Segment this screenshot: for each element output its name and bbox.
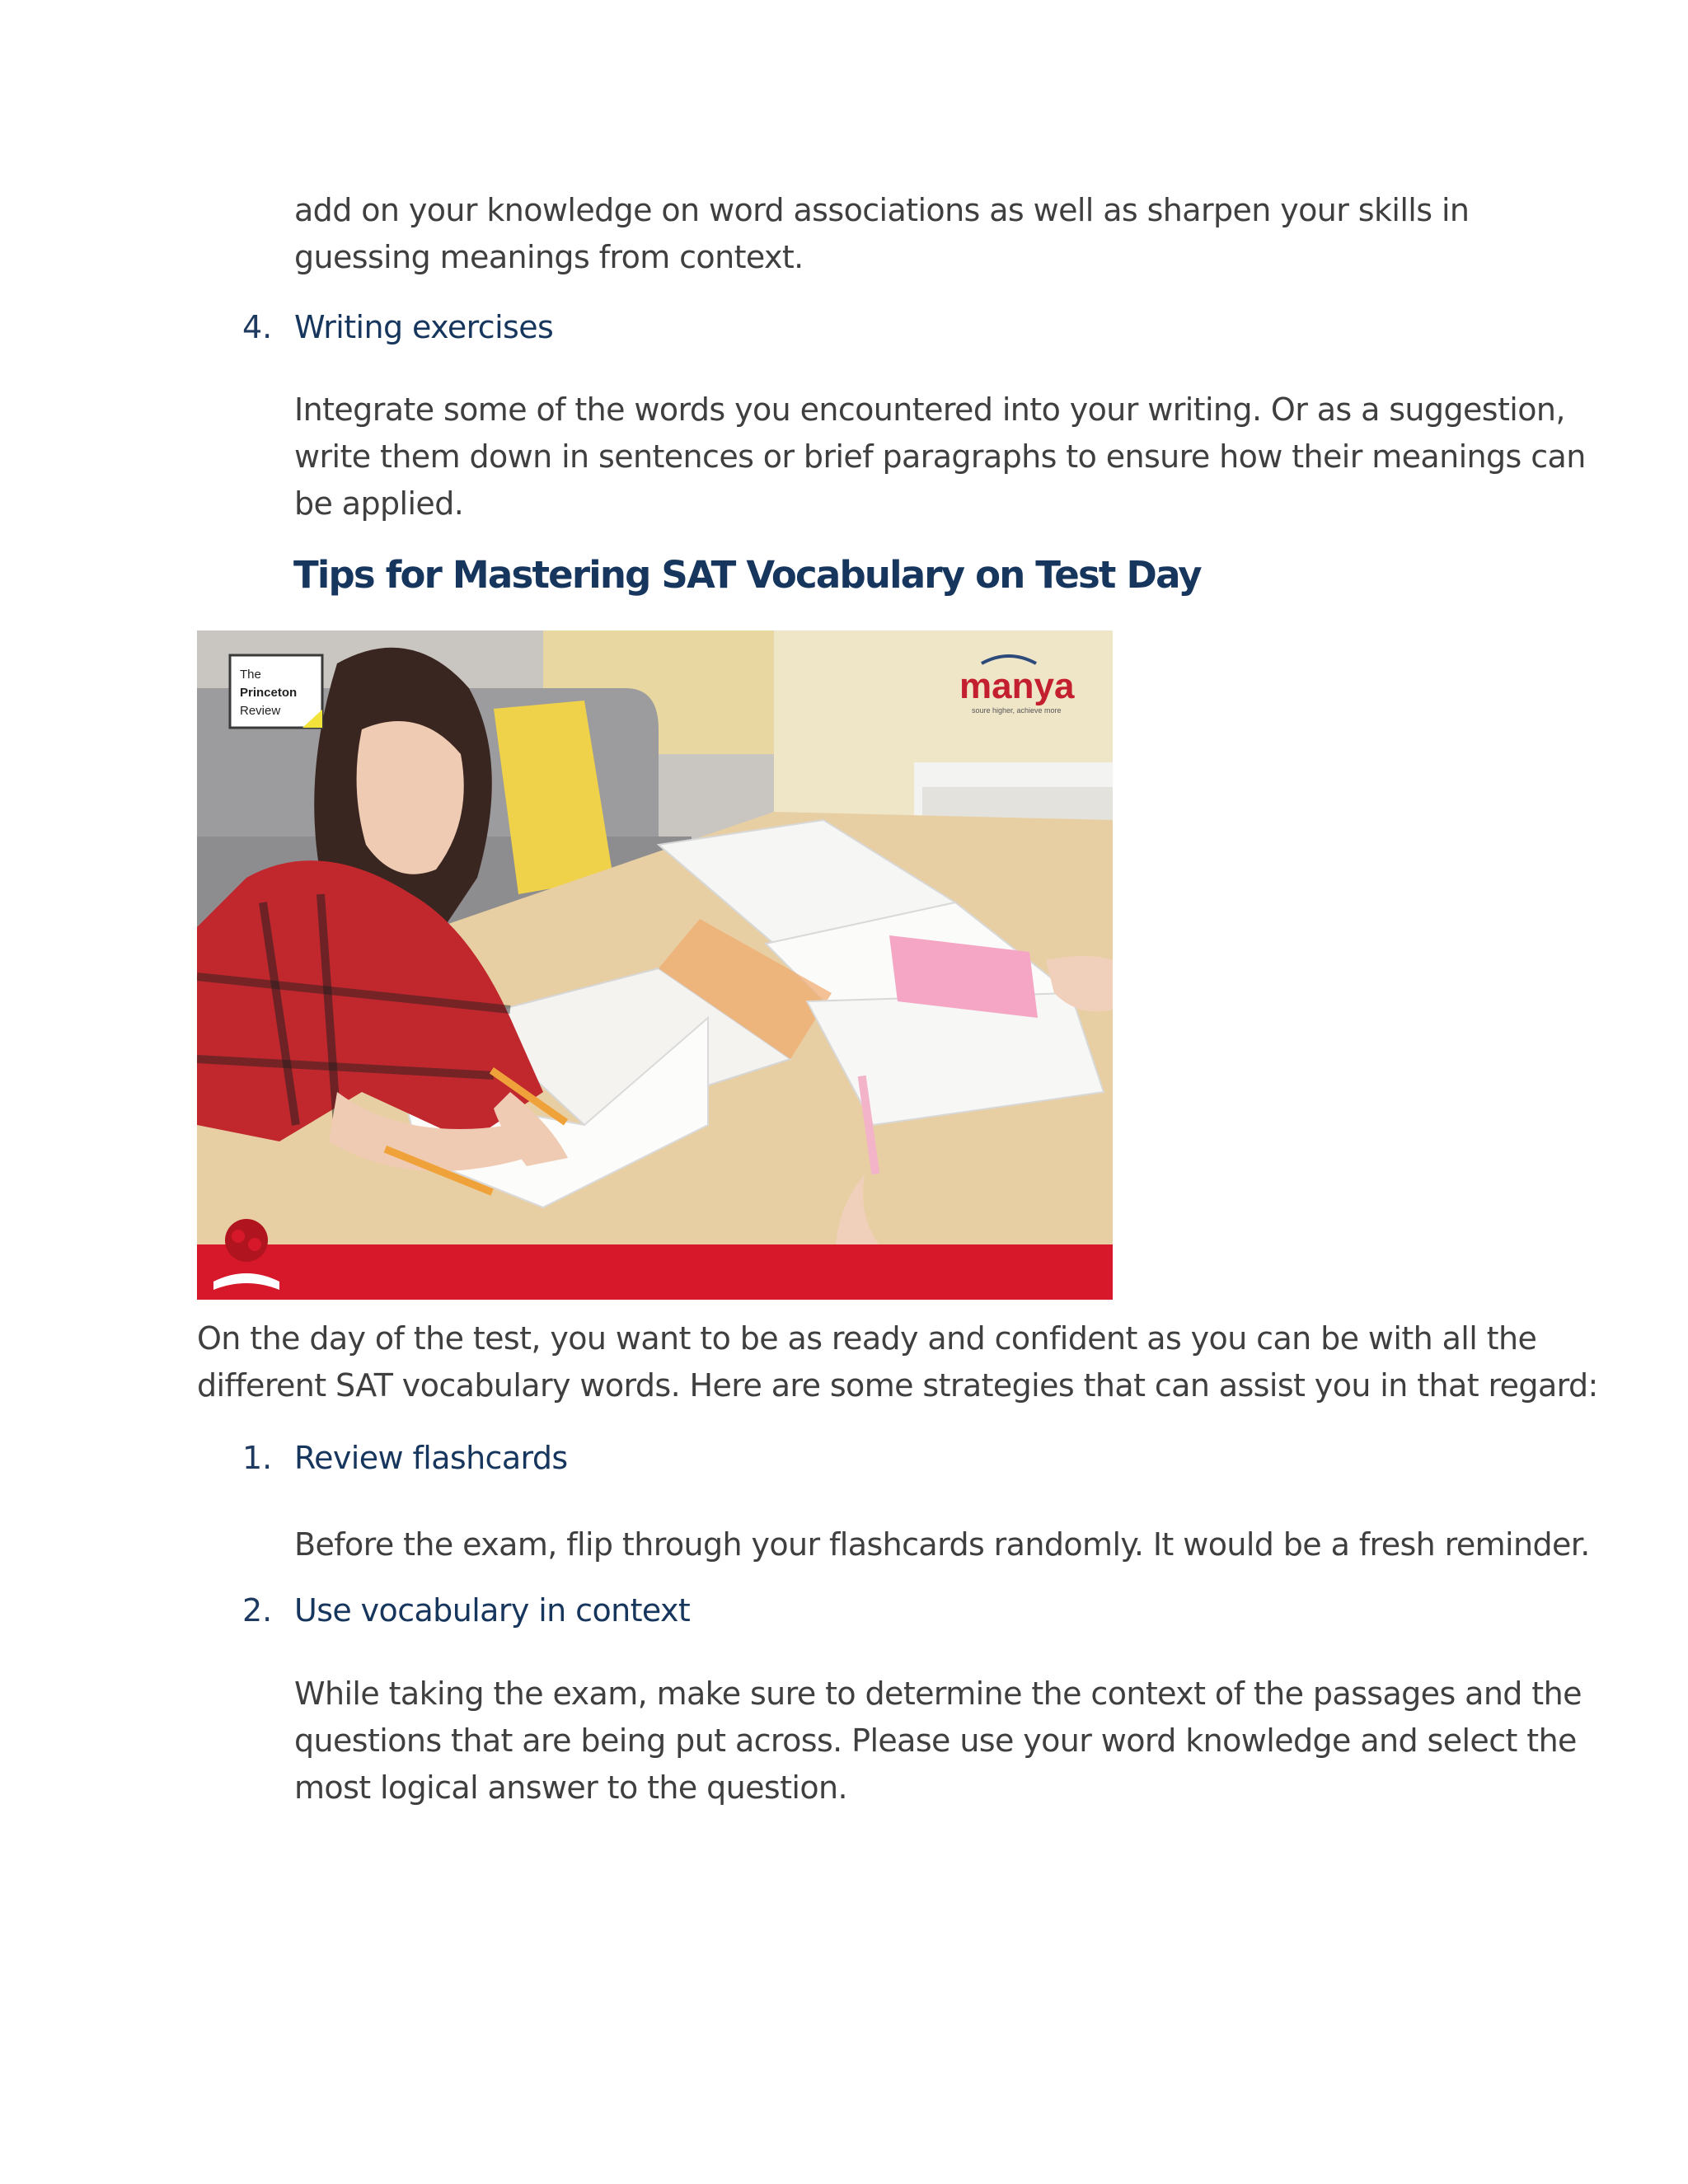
- list-item-number: 4.: [242, 309, 273, 345]
- writing-exercises-paragraph: [294, 387, 1586, 527]
- use-vocabulary-paragraph: [294, 1671, 1582, 1811]
- review-flashcards-paragraph: [294, 1521, 1590, 1568]
- paragraph-line: While taking the exam, make sure to determine the context of the passages and the: [294, 1675, 1582, 1712]
- paragraph-line: questions that are being put across. Please use your word knowledge and select the: [294, 1722, 1577, 1759]
- princeton-logo-line: Review: [240, 704, 281, 718]
- manya-tagline: soure higher, achieve more: [972, 706, 1062, 715]
- section-heading: Tips for Mastering SAT Vocabulary on Test Day: [293, 553, 1201, 597]
- paragraph-line: write them down in sentences or brief paragraphs to ensure how their meanings can: [294, 438, 1586, 475]
- paragraph-line: most logical answer to the question.: [294, 1769, 847, 1806]
- princeton-logo-line: The: [240, 668, 261, 682]
- paragraph-line: different SAT vocabulary words. Here are some strategies that can assist you in that regard:: [197, 1367, 1598, 1404]
- continuation-paragraph: [294, 187, 1469, 281]
- princeton-logo-line: Princeton: [240, 686, 298, 700]
- paragraph-line: Before the exam, flip through your flashcards randomly. It would be a fresh reminder.: [294, 1526, 1590, 1563]
- paragraph-line: be applied.: [294, 485, 464, 522]
- manya-logo: manya: [959, 666, 1075, 706]
- paragraph-line: Integrate some of the words you encountered into your writing. Or as a suggestion,: [294, 391, 1565, 428]
- students-studying-photo: [197, 630, 1113, 1300]
- list-item-title-review-flashcards: Review flashcards: [294, 1440, 568, 1476]
- list-item-number: 2.: [242, 1592, 273, 1629]
- paragraph-line: On the day of the test, you want to be as ready and confident as you can be with all the: [197, 1320, 1537, 1357]
- list-item-title-writing-exercises: Writing exercises: [294, 309, 554, 345]
- photo-illustration: [197, 630, 1113, 1300]
- list-item-number: 1.: [242, 1440, 273, 1476]
- list-item-title-use-vocabulary-in-context: Use vocabulary in context: [294, 1592, 691, 1629]
- paragraph-line: guessing meanings from context.: [294, 239, 804, 275]
- paragraph-line: add on your knowledge on word associations as well as sharpen your skills in: [294, 192, 1470, 228]
- intro-paragraph: [197, 1315, 1598, 1409]
